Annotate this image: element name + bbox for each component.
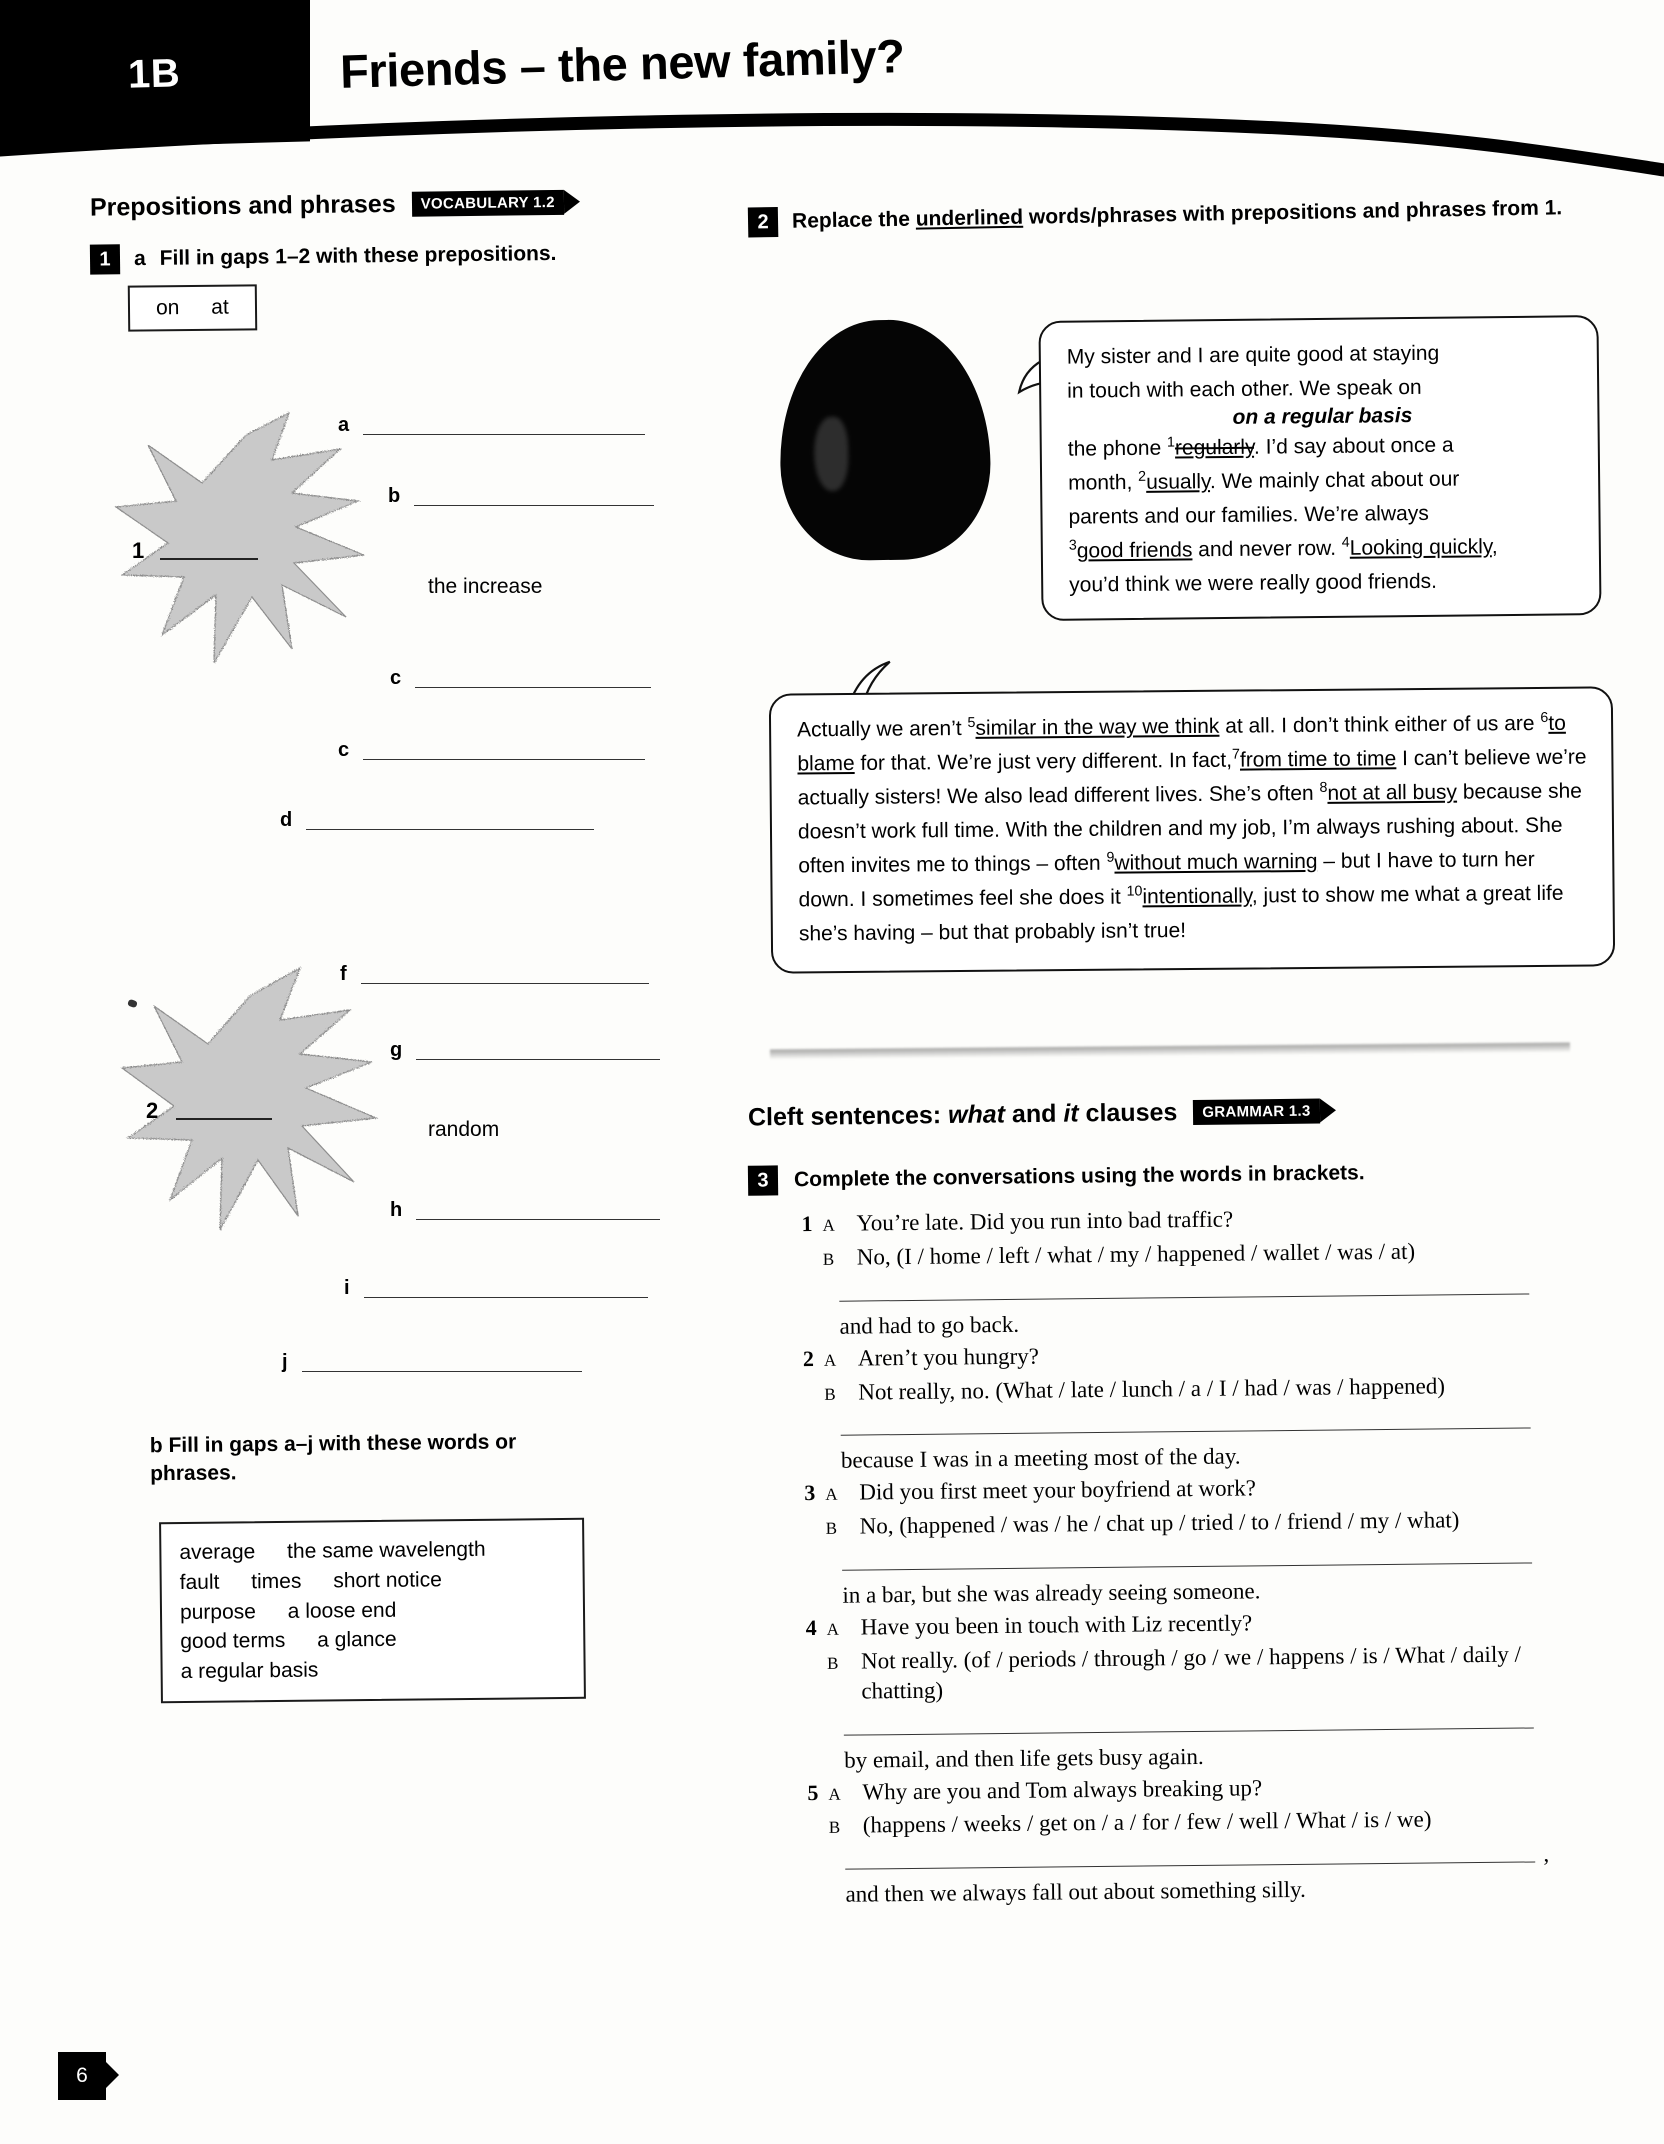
gap-rule-d[interactable] (306, 829, 594, 830)
bubble1-line5: parents and our families. We’re always (1068, 501, 1429, 529)
grammar-heading-italic-it: it (1063, 1099, 1079, 1128)
conversation-item-1 (786, 1201, 1597, 1342)
grammar-heading-italic-what: what (947, 1100, 1006, 1130)
b1-underlined-usually: usually (1146, 470, 1211, 494)
conv2-number: 2 (802, 1345, 815, 1371)
conversation-item-2 (788, 1335, 1599, 1476)
conv3-answer-rule[interactable] (842, 1563, 1532, 1571)
gap-row-a (338, 415, 645, 435)
gap-letter-d: d (280, 809, 293, 831)
conv5-answer-rule[interactable] (845, 1862, 1535, 1870)
exercise-1b-instruction-block (150, 1428, 571, 1489)
b2-underlined-8: not at all busy (1327, 780, 1458, 805)
conv1-speaker-b: B (822, 1249, 835, 1269)
gap-row-h (390, 1200, 660, 1220)
conv2-speaker-b: B (824, 1384, 836, 1404)
conv3-line-a (789, 1470, 1599, 1508)
gap-rule-f[interactable] (361, 983, 649, 984)
exercise-2-instruction (792, 193, 1572, 237)
gap-rule-c1[interactable] (415, 687, 651, 688)
conv4-text-b: Not really. (of / periods / through / go / we / happens / is / What / daily / chatting) (860, 1641, 1522, 1704)
word-average[interactable]: average (179, 1540, 256, 1565)
conv1-speaker-a: A (822, 1215, 835, 1235)
exercise-1a-label: a (133, 246, 146, 271)
conv5-text-b: (happens / weeks / get on / a / for / few / well / What / is / we) (862, 1807, 1432, 1838)
b1-underlined-looking-quickly: Looking quickly (1349, 535, 1492, 560)
bubble1-line1: My sister and I are quite good at staying (1066, 341, 1440, 369)
gap-letter-i: i (344, 1277, 350, 1299)
conv2-text-a: Aren’t you hungry? (857, 1343, 1040, 1371)
conv4-text-a: Have you been in touch with Liz recently? (860, 1610, 1253, 1640)
unit-code: 1B (127, 51, 181, 97)
conv5-number: 5 (807, 1779, 819, 1805)
exercise-1a-instruction: Fill in gaps 1–2 with these prepositions. (159, 241, 557, 270)
page-number-tab (58, 2052, 106, 2100)
conv3-speaker-a: A (825, 1485, 838, 1505)
word-list-row-2 (180, 1564, 565, 1598)
gap-row-c2 (338, 740, 645, 760)
speech-bubble-1 (1038, 315, 1601, 621)
b2-underlined-7: from time to time (1239, 747, 1397, 772)
gap-word-random: random (428, 1118, 500, 1141)
gap-rule-h[interactable] (416, 1219, 660, 1220)
bubble1-line3 (1068, 427, 1578, 466)
conv2-line-b (788, 1369, 1598, 1407)
gap-row-g (390, 1040, 660, 1060)
gap-row-c1 (390, 668, 651, 688)
conv4-line-b (791, 1639, 1602, 1707)
conversation-list (786, 1201, 1603, 1913)
exercise-1b-instruction: Fill in gaps a–j with these words or phrases. (150, 1430, 517, 1486)
conv1-text-b: No, (I / home / left / what / my / happened / wallet / was / at) (856, 1238, 1416, 1270)
preposition-option-on[interactable]: on (155, 296, 180, 320)
exercise-2-column (748, 196, 1608, 234)
b1l3-pre: the phone (1067, 436, 1168, 461)
speech-bubble-2 (769, 686, 1615, 973)
conv1-tail-text: and had to go back. (839, 1311, 1020, 1339)
preposition-option-at[interactable]: at (211, 295, 229, 319)
b2-sup-6: 6 (1540, 709, 1549, 726)
conv5-tail-text: and then we always fall out about something silly. (845, 1877, 1306, 1908)
grammar-heading-pre: Cleft sentences: (747, 1101, 949, 1132)
splat-2-center-gap-rule[interactable] (176, 1118, 272, 1120)
vocabulary-heading-row (90, 186, 690, 222)
b1l3-post: . I’d say about once a (1253, 433, 1454, 459)
conv4-speaker-a: A (826, 1619, 840, 1639)
conversation-item-5 (792, 1769, 1603, 1910)
gap-row-random (428, 1118, 499, 1142)
b2-seg3: for that. We’re just very different. In fact, (854, 748, 1233, 775)
gap-row-the-increase (428, 575, 542, 599)
word-times[interactable]: times (251, 1569, 302, 1594)
b2-underlined-6: to blame (797, 711, 1566, 776)
b2-seg5: because she doesn’t work full time. With the children and my job, I’m always rushing about. She often invites me to things – often (797, 779, 1583, 878)
conv3-speaker-b: B (825, 1518, 838, 1539)
word-list-row-3 (180, 1594, 565, 1628)
splat-2-center-number: 2 (146, 1098, 159, 1123)
conv2-answer-rule[interactable] (841, 1428, 1531, 1436)
b2-seg6: – but I have to turn her down. I sometimes feel she does it (798, 848, 1535, 912)
b2-sup-8: 8 (1319, 779, 1328, 796)
word-list-row-4 (180, 1623, 565, 1657)
gap-rule-c2[interactable] (363, 759, 645, 760)
b1l6-post: , (1491, 535, 1498, 559)
word-short-notice[interactable]: short notice (333, 1568, 442, 1593)
b2-seg4: I can’t believe we’re actually sisters! We also lead different lives. She’s often (797, 745, 1587, 810)
splat-1-center-gap-rule[interactable] (160, 558, 258, 560)
gap-word-the-increase: the increase (428, 575, 543, 598)
gap-letter-c2: c (338, 739, 350, 761)
b1-struck-regularly: regularly (1174, 435, 1255, 460)
vocabulary-ref-tag[interactable]: VOCABULARY 1.2 (411, 190, 564, 217)
conversation-item-4 (791, 1605, 1603, 1776)
conv2-tail-text: because I was in a meeting most of the day. (840, 1443, 1241, 1474)
vocabulary-column (90, 190, 690, 331)
splat-1-center-number: 1 (132, 538, 145, 563)
b1-sup-1: 1 (1166, 434, 1176, 451)
conv4-answer-rule[interactable] (844, 1727, 1534, 1735)
word-a-glance[interactable]: a glance (317, 1628, 397, 1653)
b2-sup-10: 10 (1126, 883, 1143, 900)
word-phrase-box (159, 1518, 586, 1704)
b2-sup-7: 7 (1231, 746, 1240, 763)
gap-row-i (344, 1278, 648, 1298)
b2-seg2: at all. I don’t think either of us are (1219, 711, 1541, 738)
conv5-line-b (793, 1803, 1603, 1841)
b2-sup-5: 5 (967, 714, 976, 731)
word-a-loose-end[interactable]: a loose end (287, 1598, 397, 1623)
bubble1-line4 (1068, 461, 1578, 500)
gap-letter-c1: c (390, 667, 402, 689)
exercise-1b-label: b (149, 1434, 163, 1458)
b1l4-pre: month, (1068, 470, 1139, 495)
b2-sup-9: 9 (1106, 849, 1115, 866)
conv3-text-b: No, (happened / was / he / chat up / tried / to / friend / my / what) (859, 1507, 1460, 1539)
conv1-text-a: You’re late. Did you run into bad traffic? (856, 1206, 1234, 1236)
page-shadow-divider (770, 1043, 1570, 1060)
conv4-speaker-b: B (826, 1653, 839, 1673)
b2-underlined-5: similar in the way we think (975, 714, 1220, 740)
gap-letter-b: b (388, 485, 401, 507)
conv1-number: 1 (801, 1210, 813, 1237)
ex2-instr-end: . (1556, 196, 1563, 220)
grammar-heading (748, 1098, 1178, 1132)
word-a-regular-basis[interactable]: a regular basis (180, 1658, 319, 1684)
conv2-line-a (788, 1335, 1598, 1373)
word-fault[interactable]: fault (179, 1570, 220, 1594)
gap-letter-f: f (340, 963, 347, 985)
grammar-ref-tag[interactable]: GRAMMAR 1.3 (1193, 1099, 1320, 1126)
conv4-line-a (791, 1605, 1601, 1643)
b2-seg7: , just to show me what a great life she’s having – but that probably isn’t true! (798, 881, 1564, 946)
conv5-speaker-a: A (828, 1784, 841, 1804)
bubble1-line7: you’d think we were really good friends. (1069, 569, 1438, 597)
conv4-number: 4 (805, 1614, 817, 1641)
exercise-1-number: 1 (90, 244, 120, 274)
word-good-terms[interactable]: good terms (180, 1629, 286, 1654)
b1-sup-4: 4 (1341, 534, 1350, 551)
gap-letter-g: g (390, 1039, 403, 1061)
b2-underlined-9: without much warning (1114, 849, 1318, 875)
conv3-number: 3 (804, 1480, 816, 1506)
conv2-speaker-a: A (823, 1350, 837, 1370)
gap-rule-a[interactable] (363, 434, 645, 435)
conv1-line-b (787, 1235, 1597, 1273)
exercise-3-instruction: Complete the conversations using the words in brackets. (793, 1161, 1365, 1192)
conv4-tail-text: by email, and then life gets busy again. (843, 1743, 1204, 1773)
word-the-same-wavelength[interactable]: the same wavelength (286, 1537, 486, 1563)
ex2-instr-ref: 1 (1544, 196, 1557, 220)
word-list-row-1 (179, 1534, 564, 1568)
page-title: Friends – the new family? (339, 29, 906, 98)
gap-rule-j[interactable] (302, 1371, 582, 1372)
exercise-1-header (90, 237, 690, 274)
b1l6-mid: and never row. (1192, 536, 1342, 562)
person-photo (778, 318, 992, 562)
preposition-word-box (128, 284, 257, 331)
word-list-row-5 (180, 1653, 565, 1687)
grammar-heading-mid: and (1004, 1099, 1064, 1129)
bubble1-line6 (1069, 529, 1579, 568)
b1-underlined-good-friends: good friends (1076, 538, 1193, 563)
conversation-item-3 (789, 1470, 1600, 1611)
gap-row-j (282, 1352, 582, 1372)
gap-row-d (280, 810, 594, 830)
conv1-line-a (786, 1201, 1596, 1239)
gap-rule-b[interactable] (414, 505, 654, 506)
gap-rule-i[interactable] (364, 1297, 648, 1298)
b2-underlined-10: intentionally (1142, 884, 1252, 909)
conv3-text-a: Did you first meet your boyfriend at work? (859, 1475, 1257, 1505)
conv3-tail-text: in a bar, but she was already seeing someone. (842, 1578, 1261, 1608)
grammar-heading-row (748, 1097, 1320, 1133)
handwritten-answer-1: on a regular basis (1232, 404, 1413, 429)
ex2-instr-underlined: underlined (915, 205, 1024, 231)
conv2-text-b: Not really, no. (What / late / lunch / a / I / had / was / happened) (858, 1372, 1446, 1405)
ex2-instr-part1: Replace the (791, 207, 916, 233)
conv5-speaker-b: B (828, 1818, 841, 1838)
gap-row-f (340, 964, 649, 984)
exercise-3-header (748, 1158, 1365, 1196)
b1-sup-2: 2 (1138, 468, 1147, 485)
gap-letter-j: j (282, 1351, 288, 1373)
gap-letter-a: a (338, 414, 350, 436)
gap-letter-h: h (390, 1199, 403, 1221)
bubble1-line2: in touch with each other. We speak on (1067, 375, 1422, 403)
vocabulary-heading: Prepositions and phrases (89, 189, 396, 222)
conv3-line-b (790, 1504, 1600, 1542)
ex2-instr-part2: words/phrases with prepositions and phrases from (1022, 196, 1545, 229)
gap-row-b (388, 486, 654, 506)
grammar-heading-post: clauses (1078, 1098, 1178, 1128)
splat-diagram-1 (96, 405, 426, 695)
header-arrow-icon (258, 33, 302, 114)
b2-seg1: Actually we aren’t (797, 716, 968, 742)
b1l4-post: . We mainly chat about our (1209, 467, 1460, 494)
exercise-2-number: 2 (748, 207, 779, 238)
conv1-answer-rule[interactable] (839, 1293, 1529, 1301)
conv5-line-a (792, 1769, 1602, 1807)
exercise-3-number: 3 (748, 1165, 778, 1195)
b1-sup-3: 3 (1068, 537, 1077, 554)
conv5-text-a: Why are you and Tom always breaking up? (862, 1774, 1263, 1805)
exercise-2-header (748, 192, 1608, 237)
gap-rule-g[interactable] (416, 1059, 660, 1060)
page-number: 6 (76, 2064, 88, 2087)
word-purpose[interactable]: purpose (179, 1599, 257, 1624)
